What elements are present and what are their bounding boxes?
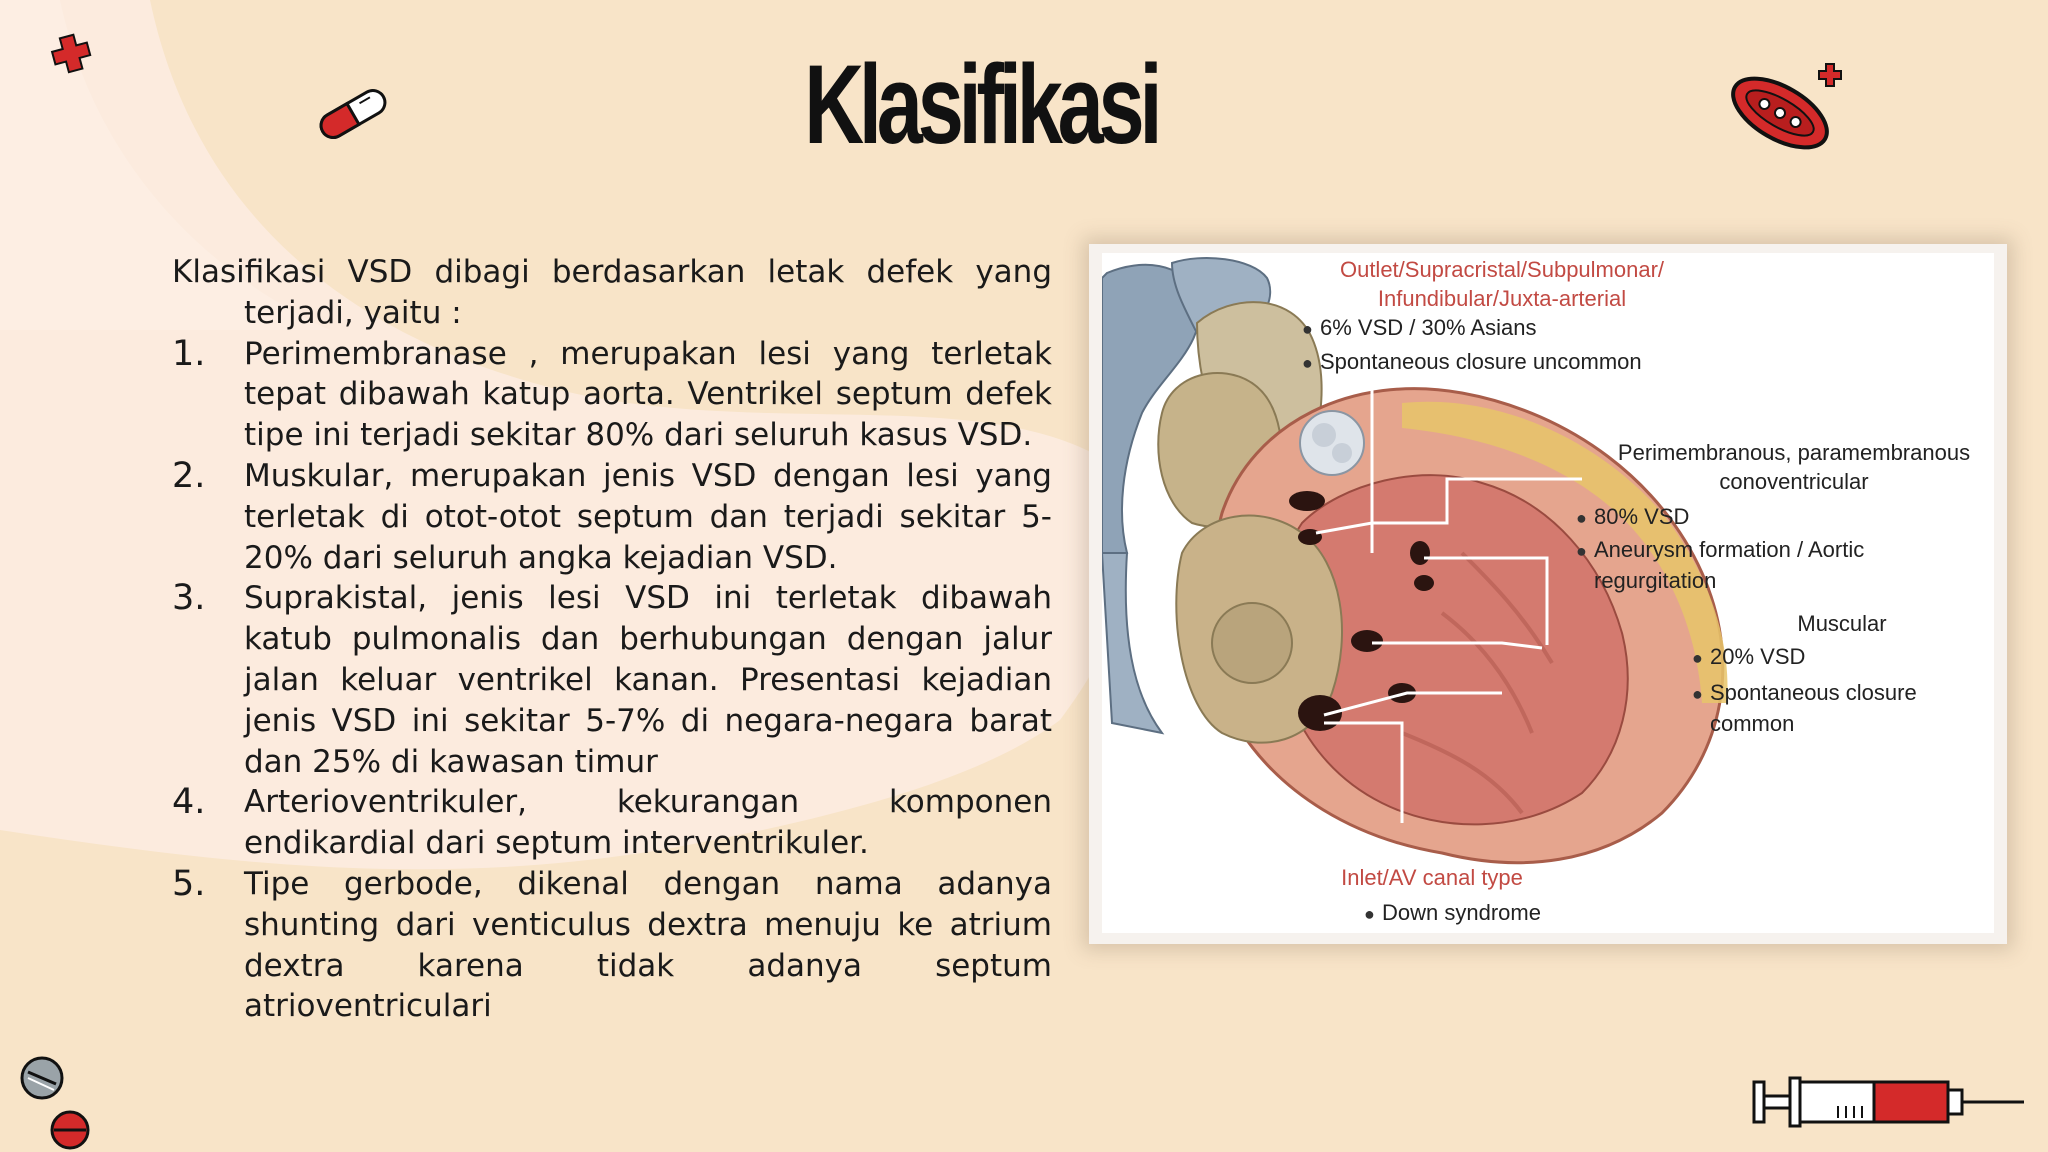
list-number: 5. xyxy=(172,863,206,904)
bullet-icon: ● xyxy=(1576,541,1587,561)
perimembranous-bullet-1: ● 80% VSD xyxy=(1576,502,1689,533)
list-item xyxy=(172,782,1052,864)
perimembranous-title: Perimembranous, paramembranous conoventricular xyxy=(1617,440,1971,494)
tablets-icon xyxy=(18,1054,98,1150)
bullet-icon: ● xyxy=(1692,684,1703,704)
list-text: Arterioventrikuler, kekurangan komponen endikardial dari septum interventrikuler. xyxy=(244,784,1052,862)
list-item xyxy=(172,456,1052,578)
red-blood-cell-icon xyxy=(1720,58,1850,158)
outlet-bullet-1: ● 6% VSD / 30% Asians xyxy=(1302,313,1536,344)
muscular-bullet-2: ● Spontaneous closure common xyxy=(1692,680,1917,736)
vsd-type-list xyxy=(172,334,1052,1028)
outlet-title: Outlet/Supracristal/Subpulmonar/ Infundibular/Juxta-arterial xyxy=(1339,257,1665,311)
list-text: Muskular, merupakan jenis VSD dengan lesi yang terletak di otot-otot septum dan terjadi sekitar 5-20% dari seluruh angka kejadian VSD. xyxy=(244,457,1052,576)
list-number: 3. xyxy=(172,578,206,619)
bullet-icon: ● xyxy=(1364,904,1375,924)
list-number: 2. xyxy=(172,455,206,496)
inlet-bullet-1: ● Down syndrome xyxy=(1364,898,1541,929)
bullet-icon: ● xyxy=(1576,508,1587,528)
list-item xyxy=(172,334,1052,456)
bullet-icon: ● xyxy=(1302,353,1313,373)
pill-capsule-icon xyxy=(312,86,394,142)
bullet-icon: ● xyxy=(1692,648,1703,668)
list-number: 4. xyxy=(172,782,206,823)
muscular-bullet-1: ● 20% VSD xyxy=(1692,642,1805,673)
perimembranous-bullet-2: ● Aneurysm formation / Aortic regurgitation xyxy=(1576,537,1865,593)
list-text: Perimembranase , merupakan lesi yang terletak tepat dibawah katup aorta. Ventrikel septum defek tipe ini terjadi sekitar 80% dari seluruh kasus VSD. xyxy=(244,335,1052,454)
inlet-title: Inlet/AV canal type xyxy=(1341,865,1523,890)
figure-image-area xyxy=(1102,253,1994,933)
bullet-icon: ● xyxy=(1302,319,1313,339)
slide-title: Klasifikasi xyxy=(804,42,1158,167)
intro-paragraph: Klasifikasi VSD dibagi berdasarkan letak defek yang terjadi, yaitu : xyxy=(172,254,1052,331)
muscular-title: Muscular xyxy=(1797,611,1887,636)
vsd-heart-figure xyxy=(1089,244,2007,944)
list-number: 1. xyxy=(172,333,206,374)
classification-text xyxy=(172,252,1052,1027)
syringe-icon xyxy=(1752,1068,2032,1138)
medical-cross-icon xyxy=(48,32,94,74)
list-item xyxy=(172,578,1052,782)
list-text: Tipe gerbode, dikenal dengan nama adanya shunting dari venticulus dextra menuju ke atrium dextra karena tidak adanya septum atrioventriculari xyxy=(244,865,1052,1025)
list-text: Suprakistal, jenis lesi VSD ini terletak dibawah katub pulmonalis dan berhubungan dengan jalur jalan keluar ventrikel kanan. Presentasi kejadian jenis VSD ini sekitar 5-7% di negara-negara barat dan 25% di kawasan timur xyxy=(244,580,1052,780)
list-item xyxy=(172,864,1052,1027)
outlet-bullet-2: ● Spontaneous closure uncommon xyxy=(1302,347,1642,378)
